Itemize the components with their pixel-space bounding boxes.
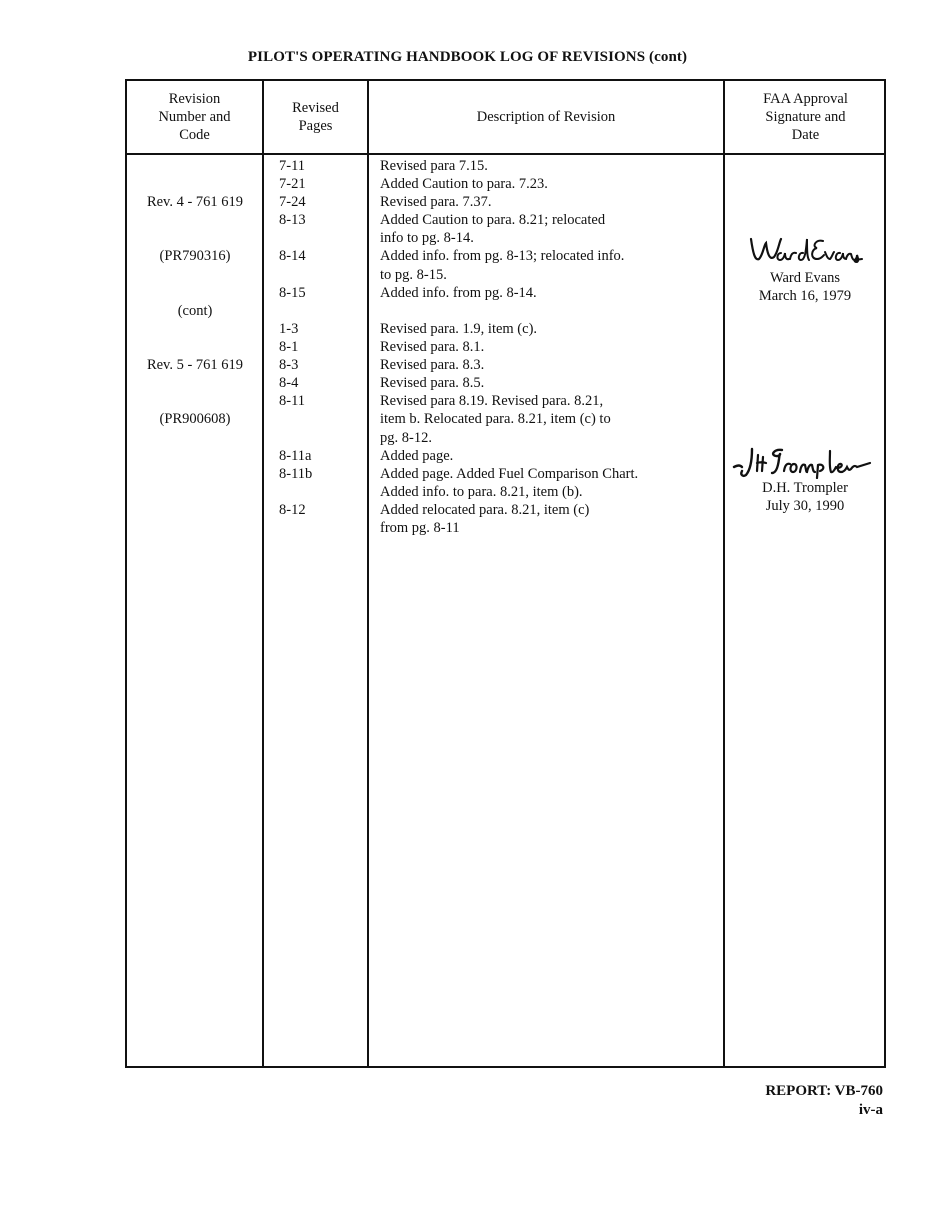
- revision-description: Revised para. 1.9, item (c). Revised para. 8.1. Revised para. 8.3. Revised para. 8.5. Revised para 8.19. Revised para. 8.21, item b. Relocated para. 8.21, item (c) to pg. 8-12. Added page. Added page. Added Fuel Comparison Chart. Added info. to para. 8.21, item (b). Added relocated para. 8.21, item (c) from pg. 8-11: [380, 321, 639, 537]
- revision-description: Revised para 7.15. Added Caution to para. 7.23. Revised para. 7.37. Added Caution to para. 8.21; relocated info to pg. 8-14. Added info. from pg. 8-13; relocated info. to pg. 8-15. Added info. from pg. 8-14.: [380, 158, 625, 301]
- column-divider: [367, 81, 369, 1066]
- revision-log-table: [125, 79, 886, 1068]
- ward-evans-signature: [745, 233, 865, 269]
- approver-name: D.H. Trompler: [762, 480, 848, 496]
- approval-date: July 30, 1990: [765, 498, 845, 514]
- page-title: PILOT'S OPERATING HANDBOOK LOG OF REVISIONS (cont): [247, 49, 688, 65]
- header-divider: [127, 153, 884, 155]
- approval-date: March 16, 1979: [758, 288, 852, 304]
- header-revision: Revision Number and Code: [158, 91, 231, 143]
- column-divider: [723, 81, 725, 1066]
- report-footer: [765, 1082, 883, 1120]
- approval-block: [725, 233, 885, 305]
- revised-pages: 7-11 7-21 7-24 8-13 8-14 8-15: [279, 158, 306, 301]
- header-pages: Revised Pages: [292, 100, 339, 134]
- revision-code: Rev. 5 - 761 619 (PR900608): [146, 357, 244, 428]
- report-number: REPORT: VB-760: [765, 1083, 883, 1099]
- revision-code: Rev. 4 - 761 619 (PR790316) (cont): [146, 194, 244, 319]
- header-approval: FAA Approval Signature and Date: [763, 91, 848, 143]
- revised-pages: 1-3 8-1 8-3 8-4 8-11 8-11a 8-11b 8-12: [279, 321, 313, 518]
- page-number: iv-a: [858, 1102, 883, 1118]
- header-description: Description of Revision: [476, 109, 616, 125]
- trompler-signature: [730, 445, 880, 479]
- approver-name: Ward Evans: [769, 270, 841, 286]
- approval-block: [725, 445, 885, 515]
